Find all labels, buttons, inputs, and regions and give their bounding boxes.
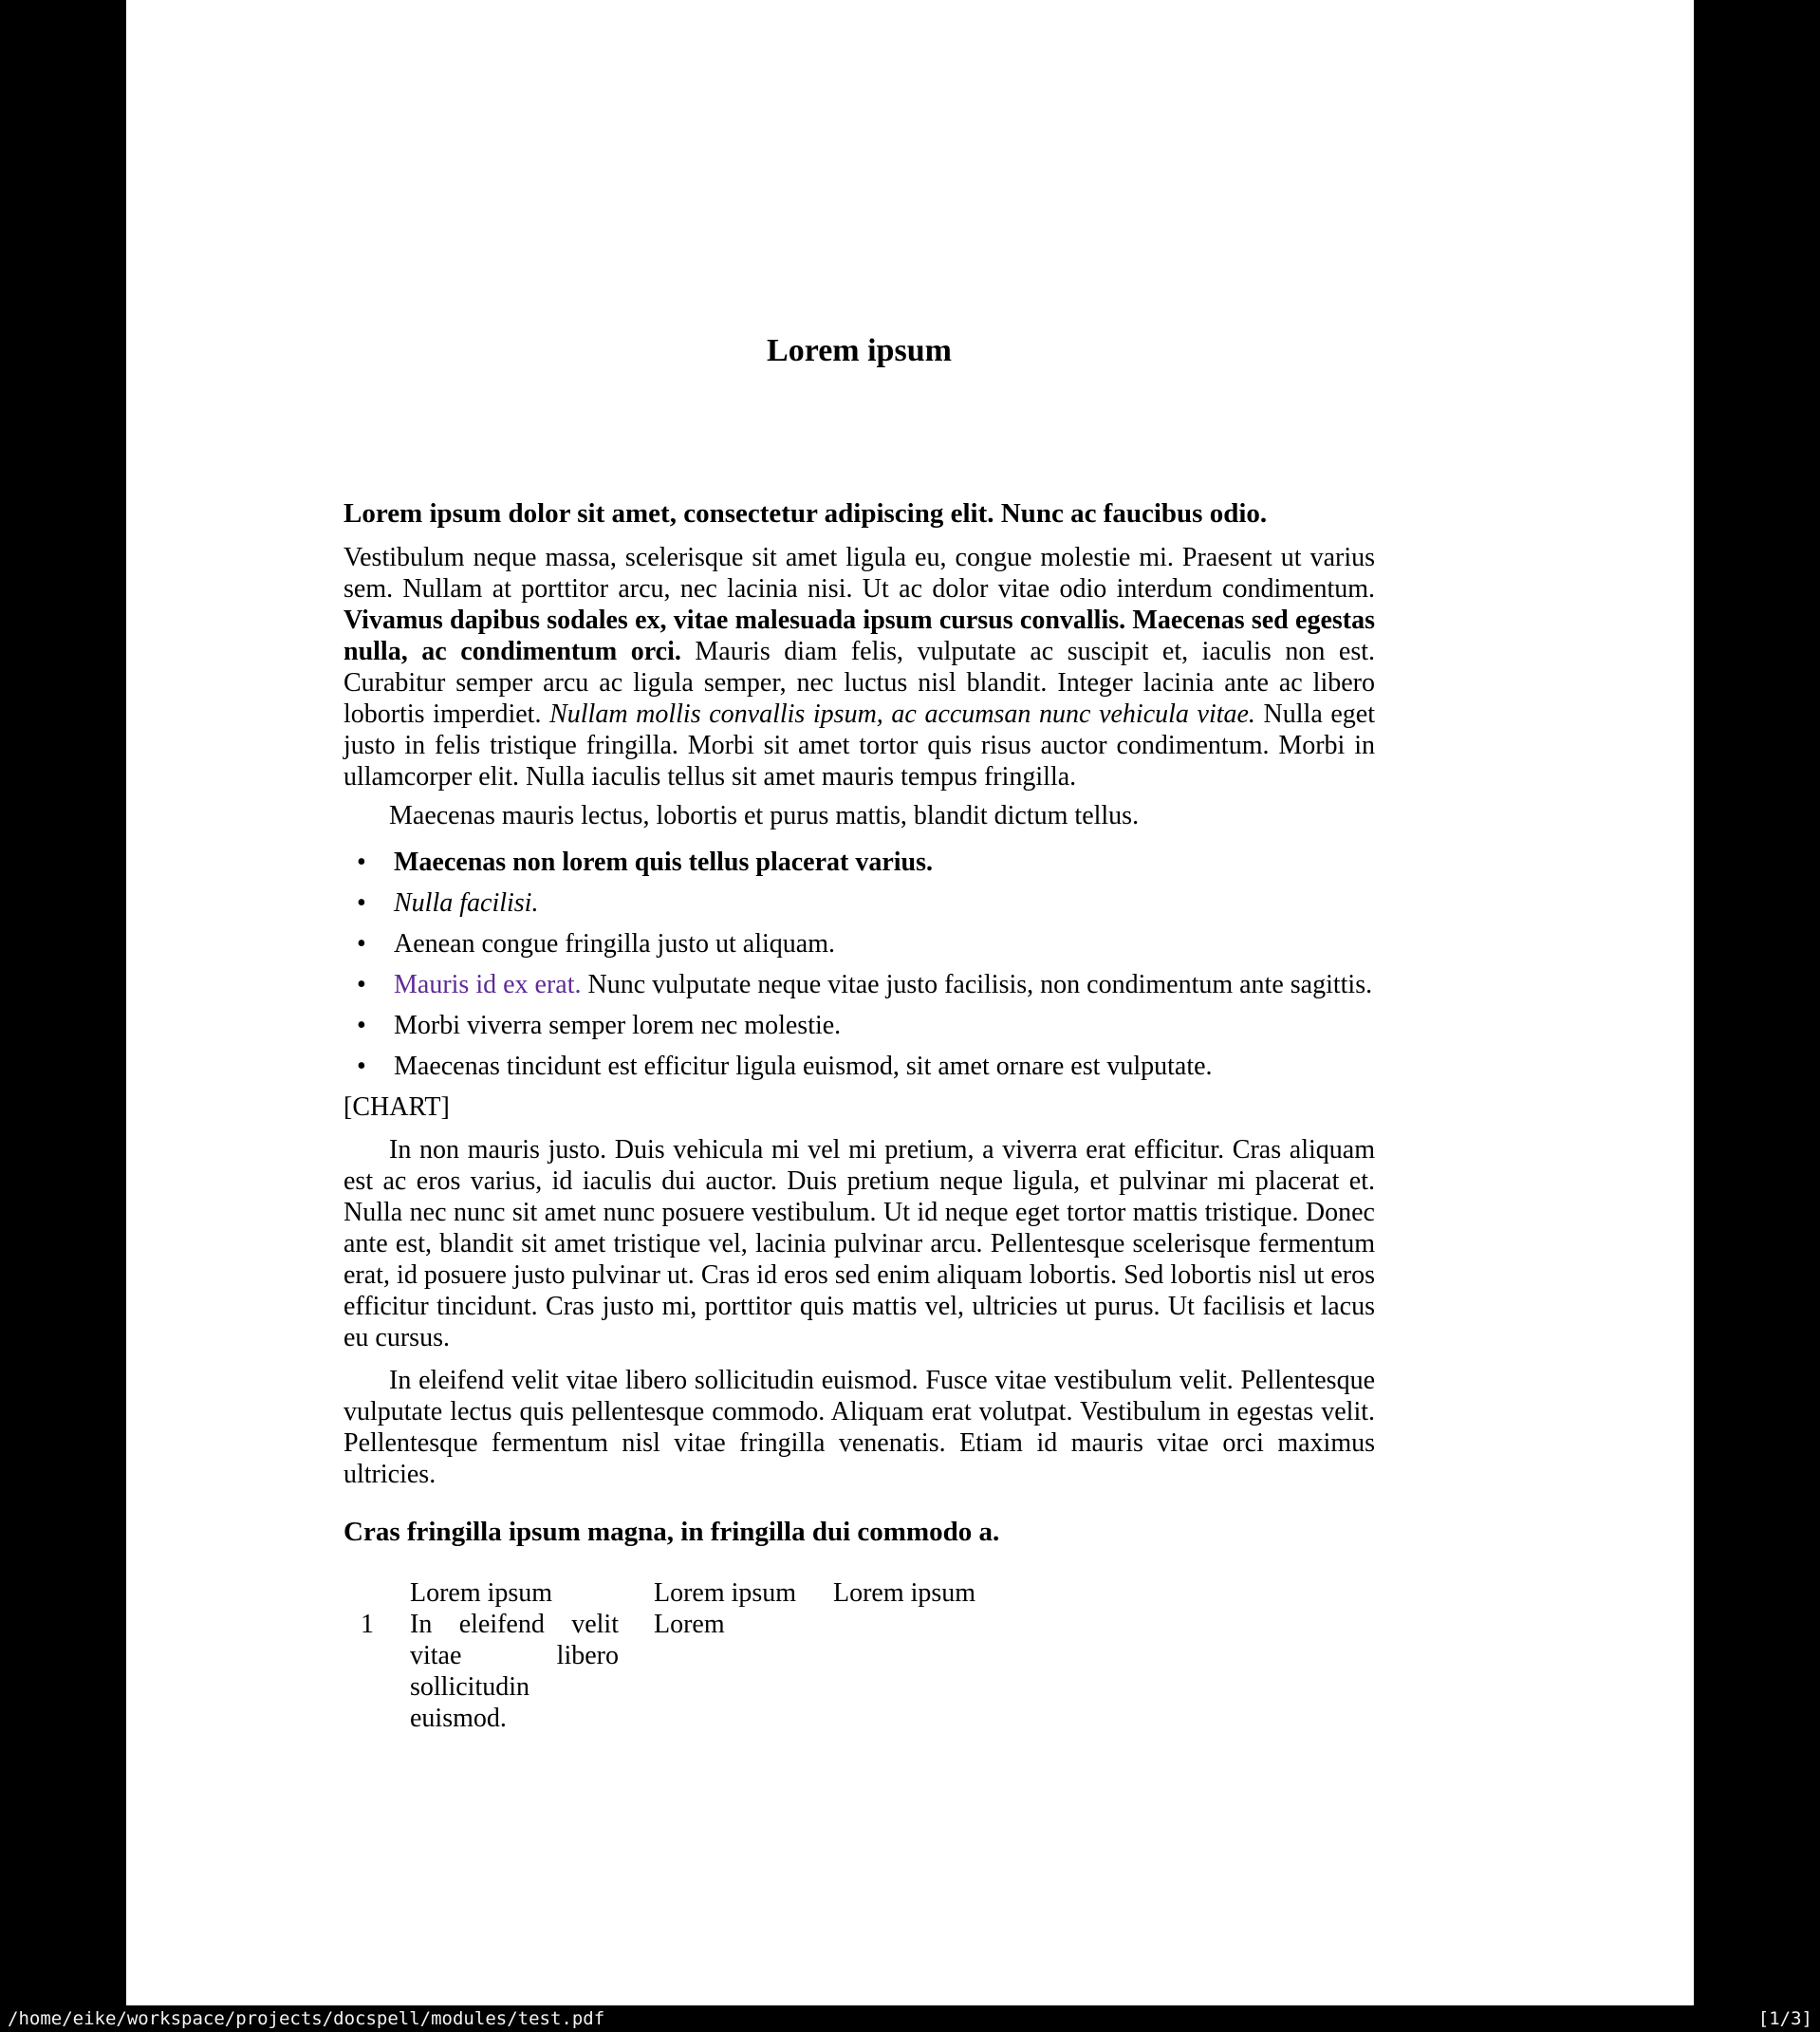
statusbar-page-indicator: [1/3] [1757, 2008, 1812, 2029]
document-text-block [344, 0, 1375, 1734]
bullet-icon: • [357, 1052, 366, 1081]
table-cell-3 [833, 1609, 1346, 1734]
table-header-1: Lorem ipsum [410, 1578, 553, 1608]
text-segment: Nulla eget justo in felis tristique fringilla. Morbi sit amet tortor quis risus auctor condimentum. Morbi in ullamcorper elit. Nulla iaculis tellus sit amet mauris tempus fringilla. [344, 699, 1375, 792]
text-segment: Vestibulum neque massa, scelerisque sit amet ligula eu, congue molestie mi. Praesent ut varius sem. Nullam at porttitor arcu, nec lacinia nisi. Ut ac dolor vitae odio interdum condimentum. [344, 543, 1375, 604]
list-item [344, 969, 1375, 1000]
list-item [344, 887, 1375, 919]
section1-heading: Lorem ipsum dolor sit amet, consectetur adipiscing elit. Nunc ac faucibus odio. [344, 498, 1268, 529]
table-cell-2: Lorem [654, 1610, 725, 1639]
text-segment: Aenean congue fringilla justo ut aliquam. [394, 929, 835, 959]
pdf-page [126, 0, 1694, 2005]
text-segment: Nulla facilisi. [394, 888, 539, 918]
bullet-icon: • [357, 1011, 366, 1040]
statusbar [0, 2005, 1820, 2032]
text-segment: Nullam mollis convallis ipsum, ac accumsan nunc vehicula vitae. [549, 699, 1255, 729]
bullet-icon: • [357, 848, 366, 877]
bullet-icon: • [357, 970, 366, 999]
list-item [344, 1010, 1375, 1041]
bullet-icon: • [357, 929, 366, 959]
list-item [344, 928, 1375, 960]
text-segment: Mauris diam felis, vulputate ac suscipit et, iaculis non est. Curabitur semper arcu ac ligula semper, nec luctus nisl blandit. Integer lacinia ante ac libero lobortis imperdiet. [344, 637, 1375, 729]
paragraph-2: In non mauris justo. Duis vehicula mi vel mi pretium, a viverra erat efficitur. Cras aliquam est ac eros varius, id iaculis dui auctor. Duis pretium neque ligula, et pulvinar mi placerat et. Nulla nec nunc sit amet nunc posuere vestibulum. Ut id neque eget tortor mattis tristique. Donec ante est, blandit sit amet tristique vel, lacinia pulvinar arcu. Pellentesque scelerisque fermentum erat, id posuere justo pulvinar ut. Cras id eros sed enim aliquam lobortis. Sed lobortis nisl ut eros efficitur tincidunt. Cras justo mi, porttitor quis mattis vel, ultricies ut purus. Ut facilisis et lacus eu cursus. [344, 1135, 1375, 1352]
text-segment: Nunc vulputate neque vitae justo facilisis, non condimentum ante sagittis. [581, 970, 1373, 999]
text-segment: Morbi viverra semper lorem nec molestie. [394, 1011, 842, 1040]
table-header-empty [361, 1577, 410, 1609]
statusbar-file-path: /home/eike/workspace/projects/docspell/modules/test.pdf [8, 2008, 605, 2029]
text-segment: Maecenas non lorem quis tellus placerat varius. [394, 848, 934, 877]
chart-placeholder: [CHART] [344, 1092, 450, 1122]
list-item [344, 847, 1375, 878]
bullet-icon: • [357, 888, 366, 918]
list-item [344, 1051, 1375, 1082]
link-mauris-id-ex-erat[interactable]: Mauris id ex erat. [394, 970, 582, 999]
text-segment: Vivamus dapibus sodales ex, vitae malesuada ipsum cursus convallis. Maecenas sed egestas nulla, ac condimentum orci. [344, 606, 1375, 666]
paragraph-3: In eleifend velit vitae libero sollicitudin euismod. Fusce vitae vestibulum velit. Pellentesque vulputate lectus quis pellentesque commodo. Aliquam erat volutpat. Vestibulum in egestas velit. Pellentesque fermentum nisl vitae fringilla venenatis. Etiam id mauris vitae orci maximus ultricies. [344, 1366, 1375, 1489]
document-title: Lorem ipsum [767, 333, 952, 368]
indented-line: Maecenas mauris lectus, lobortis et purus mattis, blandit dictum tellus. [389, 801, 1140, 830]
table-cell-1: In eleifend velit vitae libero sollicitudin euismod. [410, 1610, 619, 1733]
paragraph-1 [344, 542, 1375, 792]
document-table [361, 1577, 1375, 1734]
text-segment: Maecenas tincidunt est efficitur ligula euismod, sit amet ornare est vulputate. [394, 1052, 1213, 1081]
section2-heading: Cras fringilla ipsum magna, in fringilla dui commodo a. [344, 1517, 1000, 1547]
table-header-3: Lorem ipsum [833, 1578, 976, 1608]
table-header-2: Lorem ipsum [654, 1578, 797, 1608]
bullet-list [344, 847, 1375, 1082]
table-row-number: 1 [361, 1610, 374, 1639]
